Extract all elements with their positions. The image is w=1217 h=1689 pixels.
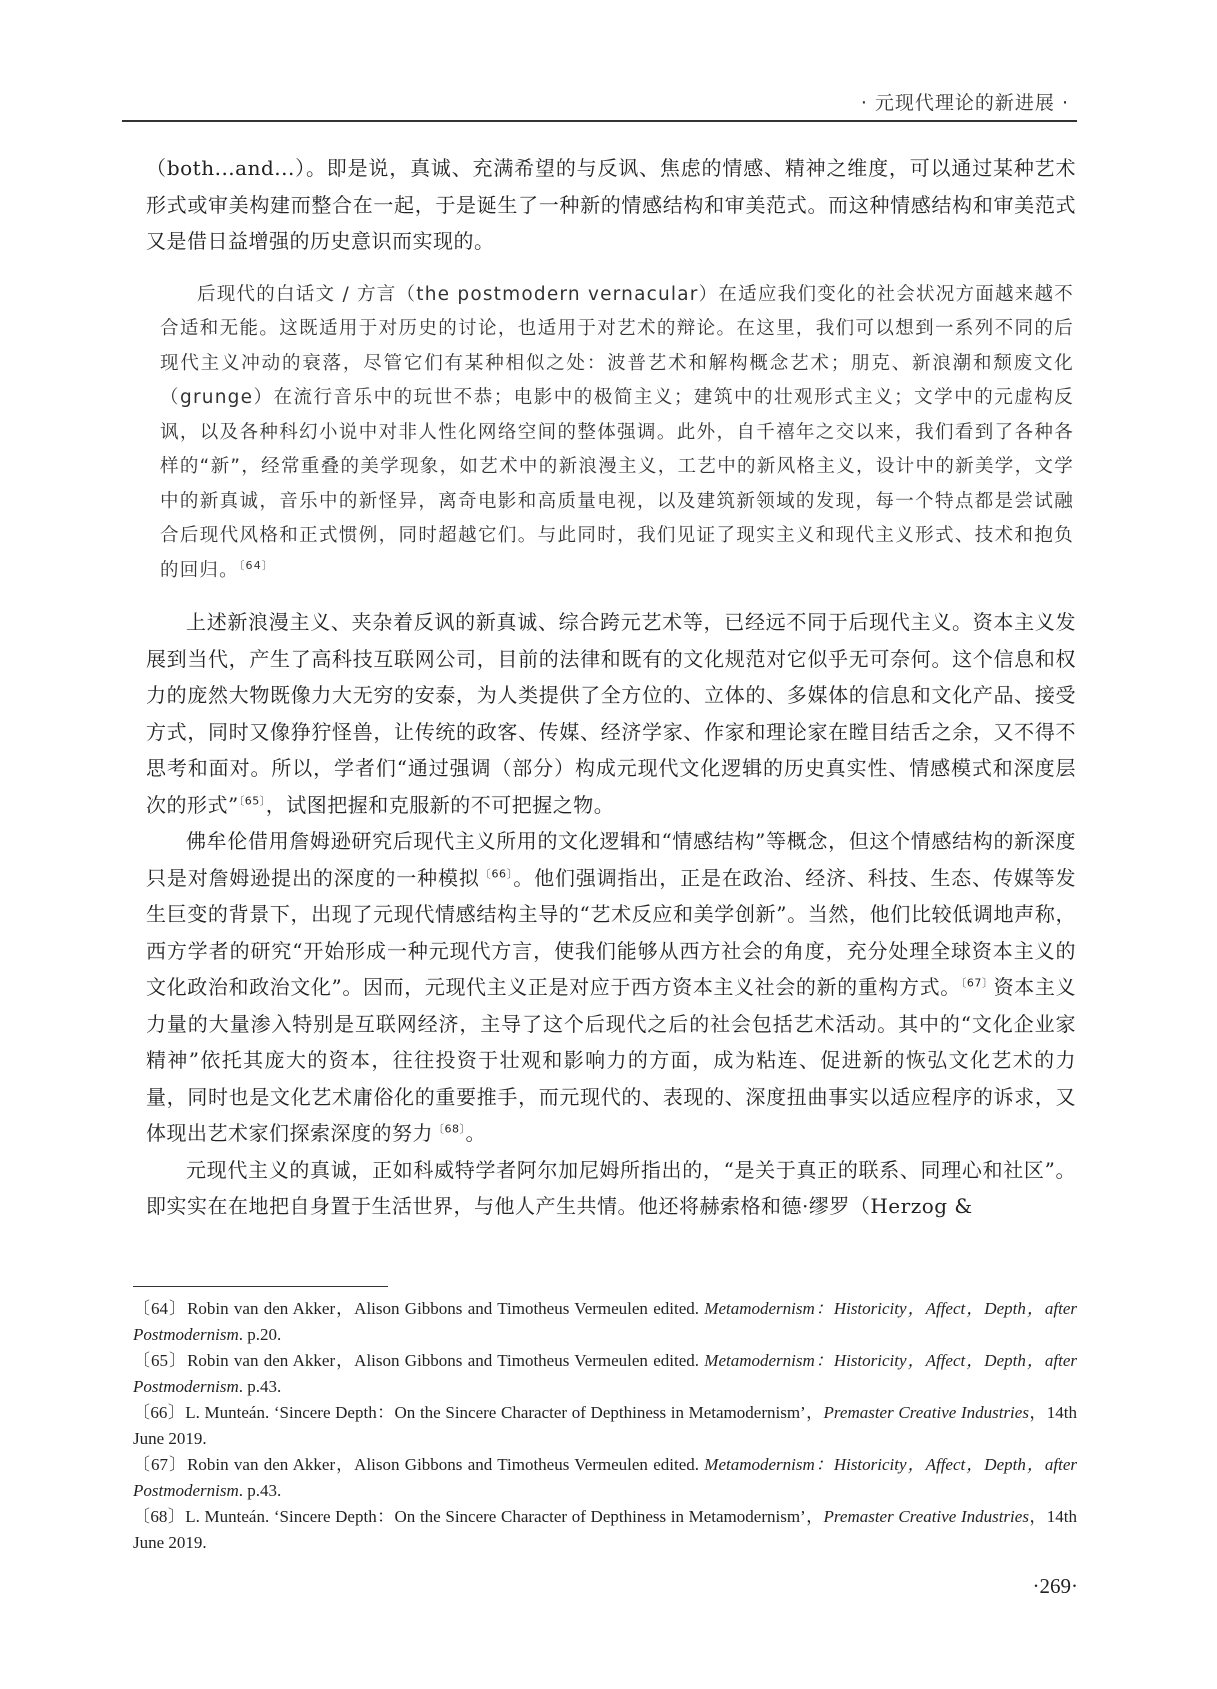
- running-header: [122, 84, 1077, 122]
- footnote-title: Metamodernism：Historicity，Affect，Depth，after Postmodernism: [133, 1351, 1078, 1396]
- footnote-tail: . p.20.: [238, 1325, 282, 1344]
- footnote-text: Robin van den Akker，Alison Gibbons and Timotheus Vermeulen edited.: [187, 1455, 705, 1474]
- footnote-ref-65[interactable]: 〔65〕: [238, 793, 266, 807]
- paragraph-2-text-b: ，试图把握和克服新的不可把握之物。: [265, 792, 615, 817]
- footnote-text: Robin van den Akker，Alison Gibbons and Timotheus Vermeulen edited.: [187, 1299, 705, 1318]
- footnote-number: 〔64〕: [133, 1299, 188, 1318]
- footnote-text: Robin van den Akker，Alison Gibbons and Timotheus Vermeulen edited.: [187, 1351, 705, 1370]
- footnote-title: Premaster Creative Industries: [823, 1403, 1029, 1422]
- paragraph-3-text-a: 佛牟伦借用詹姆逊研究后现代主义所用的文化逻辑和“情感结构”等概念，但这个情感结构的新深度只是对詹姆逊提出的深度的一种模拟: [146, 829, 1076, 890]
- footnote-tail: ，14th June 2019.: [133, 1403, 1077, 1448]
- paragraph-3-text-b: 。他们强调指出，正是在政治、经济、科技、生态、传媒等发生巨变的背景下，出现了元现代情感结构主导的“艺术反应和美学创新”。当然，他们比较低调地声称，西方学者的研究“开始形成一种元现代方言，使我们能够从西方社会的角度，充分处理全球资本主义的文化政治和政治文化”。因而，元现代主义正是对应于西方资本主义社会的新的重构方式。: [146, 865, 1077, 999]
- footnote-tail: . p.43.: [238, 1481, 282, 1500]
- paragraph-2-text-a: 上述新浪漫主义、夹杂着反讽的新真诚、综合跨元艺术等，已经远不同于后现代主义。资本主义发展到当代，产生了高科技互联网公司，目前的法律和既有的文化规范对它似乎无可奈何。这个信息和权力的庞然大物既像力大无穷的安泰，为人类提供了全方位的、立体的、多媒体的信息和文化产品、接受方式，同时又像狰狞怪兽，让传统的政客、传媒、经济学家、作家和理论家在瞠目结舌之余，又不得不思考和面对。所以，学者们“通过强调（部分）构成元现代文化逻辑的历史真实性、情感模式和深度层次的形式”: [146, 610, 1076, 817]
- footnote-ref-64[interactable]: 〔64〕: [238, 558, 275, 572]
- footnote-title: Metamodernism：Historicity，Affect，Depth，after Postmodernism: [133, 1299, 1078, 1344]
- footnote-divider: [133, 1286, 388, 1287]
- footnote-title: Metamodernism：Historicity，Affect，Depth，after Postmodernism: [133, 1455, 1078, 1500]
- paragraph-3: [146, 823, 1076, 1152]
- footnote-ref-68[interactable]: 〔68〕: [433, 1122, 466, 1136]
- main-text: [146, 150, 1076, 1225]
- footnote-number: 〔67〕: [133, 1455, 188, 1474]
- footnote-number: 〔65〕: [133, 1351, 188, 1370]
- footnote-66: [133, 1400, 1077, 1452]
- footnote-tail: . p.43.: [238, 1377, 282, 1396]
- running-title: · 元现代理论的新进展 ·: [860, 92, 1069, 114]
- footnote-ref-66[interactable]: 〔66〕: [479, 866, 514, 880]
- paragraph-3-text-c: 资本主义力量的大量渗入特别是互联网经济，主导了这个后现代之后的社会包括艺术活动。其中的“文化企业家精神”依托其庞大的资本，往往投资于壮观和影响力的方面，成为粘连、促进新的恢弘文化艺术的力量，同时也是文化艺术庸俗化的重要推手，而元现代的、表现的、深度扭曲事实以适应程序的诉求，又体现出艺术家们探索深度的努力: [146, 975, 1077, 1145]
- paragraph-4: 元现代主义的真诚，正如科威特学者阿尔加尼姆所指出的，“是关于真正的联系、同理心和社区”。即实实在在地把自身置于生活世界，与他人产生共情。他还将赫索格和德·缪罗（Herzog &: [146, 1157, 1076, 1218]
- footnote-number: 〔66〕: [133, 1403, 186, 1422]
- footnote-title: Premaster Creative Industries: [823, 1507, 1029, 1526]
- footnote-text: L. Munteán. ‘Sincere Depth：On the Sincere Character of Depthiness in Metamodernism’，: [185, 1507, 824, 1526]
- footnote-65: [133, 1348, 1077, 1400]
- page-number: ·269·: [1032, 1574, 1078, 1598]
- block-quote: [160, 278, 1074, 589]
- footnote-68: [133, 1504, 1077, 1556]
- footnote-ref-67[interactable]: 〔67〕: [960, 976, 994, 990]
- paragraph-continued: （both...and...）。即是说，真诚、充满希望的与反讽、焦虑的情感、精神之维度，可以通过某种艺术形式或审美构建而整合在一起，于是诞生了一种新的情感结构和审美范式。而这种情感结构和审美范式又是借日益增强的历史意识而实现的。: [146, 156, 1076, 253]
- footnote-64: [133, 1296, 1077, 1348]
- footnote-number: 〔68〕: [133, 1507, 186, 1526]
- footnotes: [133, 1296, 1077, 1556]
- paragraph-2: [146, 604, 1076, 823]
- block-quote-text: 后现代的白话文 / 方言（the postmodern vernacular）在适应我们变化的社会状况方面越来越不合适和无能。这既适用于对历史的讨论，也适用于对艺术的辩论。在这里，我们可以想到一系列不同的后现代主义冲动的衰落，尽管它们有某种相似之处：波普艺术和解构概念艺术；朋克、新浪潮和颓废文化（grunge）在流行音乐中的玩世不恭；电影中的极简主义；建筑中的壮观形式主义；文学中的元虚构反讽，以及各种科幻小说中对非人性化网络空间的整体强调。此外，自千禧年之交以来，我们看到了各种各样的“新”，经常重叠的美学现象，如艺术中的新浪漫主义，工艺中的新风格主义，设计中的新美学，文学中的新真诚，音乐中的新怪异，离奇电影和高质量电视，以及建筑新领域的发现，每一个特点都是尝试融合后现代风格和正式惯例，同时超越它们。与此同时，我们见证了现实主义和现代主义形式、技术和抱负的回归。: [160, 283, 1074, 581]
- paragraph-3-text-d: 。: [465, 1121, 486, 1145]
- footnote-tail: ，14th June 2019.: [133, 1507, 1077, 1552]
- footnote-67: [133, 1452, 1077, 1504]
- footnote-text: L. Munteán. ‘Sincere Depth：On the Sincere Character of Depthiness in Metamodernism’，: [185, 1403, 824, 1422]
